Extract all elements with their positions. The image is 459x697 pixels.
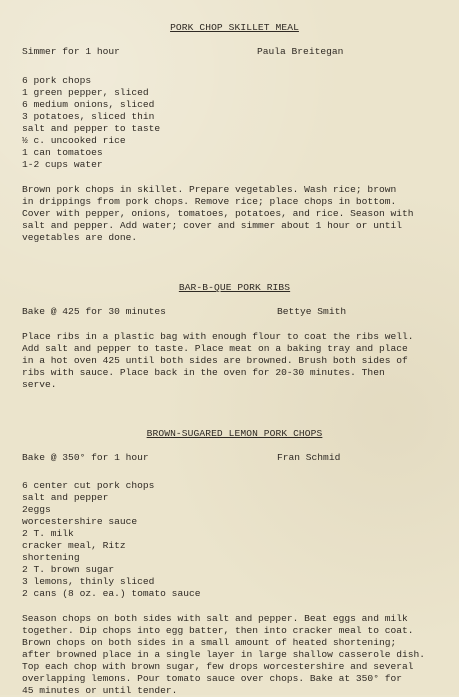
- ingredient-list: [22, 480, 447, 600]
- ingredient-item: 3 lemons, thinly sliced: [22, 576, 155, 587]
- ingredient-item: salt and pepper to taste: [22, 123, 161, 134]
- ingredient-item: 6 pork chops: [22, 75, 92, 86]
- recipe-instructions: Season chops on both sides with salt and pepper. Beat eggs and milk together. Dip chops into egg batter, then into cracker meal to coat. Brown chops on both sides in a small amount of heated shortening; after browned place in a single layer in large shallow casserole dish. Top each chop with brown sugar, few drops worcestershire and several overlapping lemons. Pour tomato sauce over chops. Bake at 350° for 45 minutes or until tender.: [22, 613, 426, 696]
- recipe-title: PORK CHOP SKILLET MEAL: [170, 22, 299, 33]
- recipe-author: Fran Schmid: [277, 452, 341, 463]
- recipe-author: Paula Breitegan: [257, 46, 344, 57]
- ingredient-item: 2eggs: [22, 504, 51, 515]
- ingredient-item: 2 T. brown sugar: [22, 564, 115, 575]
- ingredient-item: 1 green pepper, sliced: [22, 87, 149, 98]
- recipe-title: BROWN-SUGARED LEMON PORK CHOPS: [146, 428, 323, 439]
- recipe-author: Bettye Smith: [277, 306, 347, 317]
- ingredient-item: 2 cans (8 oz. ea.) tomato sauce: [22, 588, 201, 599]
- recipe-meta: [22, 452, 447, 464]
- cook-info: Simmer for 1 hour: [22, 46, 120, 57]
- ingredient-item: 3 potatoes, sliced thin: [22, 111, 155, 122]
- ingredient-item: cracker meal, Ritz: [22, 540, 126, 551]
- cook-info: Bake @ 425 for 30 minutes: [22, 306, 166, 317]
- recipe-meta: [22, 46, 447, 58]
- cook-info: Bake @ 350° for 1 hour: [22, 452, 149, 463]
- ingredient-item: shortening: [22, 552, 80, 563]
- recipe-instructions: Brown pork chops in skillet. Prepare vegetables. Wash rice; brown in drippings from pork chops. Remove rice; place chops in bottom. Cover with pepper, onions, tomatoes, potatoes, and rice. Season with salt and pepper. Add water; cover and simmer about 1 hour or until vegetables are done.: [22, 184, 414, 243]
- ingredient-item: 1 can tomatoes: [22, 147, 103, 158]
- ingredient-item: 6 medium onions, sliced: [22, 99, 155, 110]
- recipe-instructions: Place ribs in a plastic bag with enough flour to coat the ribs well. Add salt and pepper to taste. Place meat on a baking tray and place in a hot oven 425 until both sides are browned. Brush both sides of ribs with sauce. Place back in the oven for 20-30 minutes. Then serve.: [22, 331, 414, 390]
- recipe-brown-sugared-lemon-pork-chops: [22, 428, 447, 697]
- recipe-title: BAR-B-QUE PORK RIBS: [178, 282, 291, 293]
- recipe-meta: [22, 306, 447, 318]
- ingredient-item: 1-2 cups water: [22, 159, 103, 170]
- ingredient-item: 2 T. milk: [22, 528, 74, 539]
- ingredient-item: salt and pepper: [22, 492, 109, 503]
- ingredient-item: worcestershire sauce: [22, 516, 138, 527]
- ingredient-item: 6 center cut pork chops: [22, 480, 155, 491]
- ingredient-list: [22, 75, 447, 171]
- recipe-pork-chop-skillet-meal: [22, 22, 447, 244]
- recipe-bar-b-que-pork-ribs: [22, 282, 447, 391]
- ingredient-item: ½ c. uncooked rice: [22, 135, 126, 146]
